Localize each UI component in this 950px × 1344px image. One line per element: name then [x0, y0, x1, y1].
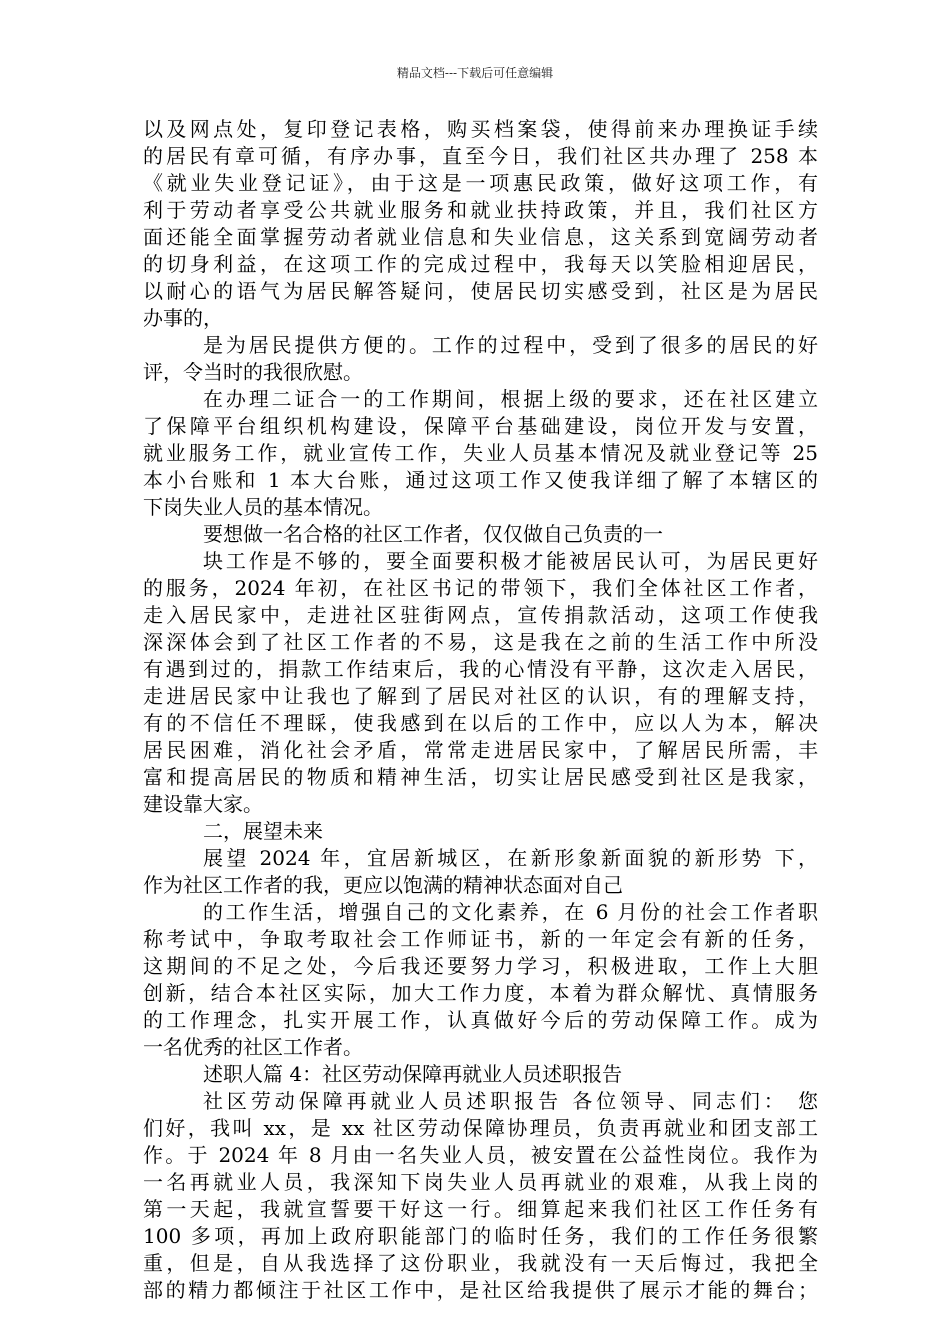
- document-body: [143, 116, 818, 1304]
- text-line: 走进居民家中让我也了解到了居民对社区的认识，有的理解支持，: [143, 684, 818, 708]
- text-line: 块工作是不够的，要全面要积极才能被居民认可，为居民更好: [203, 549, 818, 573]
- text-line: 就业服务工作，就业宣传工作，失业人员基本情况及就业登记等 25: [143, 441, 818, 465]
- text-line: 称考试中，争取考取社会工作师证书，新的一年定会有新的任务，: [143, 927, 818, 951]
- text-line: 以及网点处，复印登记表格，购买档案袋，使得前来办理换证手续: [143, 117, 818, 141]
- text-line: 深深体会到了社区工作者的不易，这是我在之前的生活工作中所没: [143, 630, 818, 654]
- text-line: 作为社区工作者的我，更应以饱满的精神状态面对自己: [143, 873, 623, 897]
- text-line: 们好，我叫 xx，是 xx 社区劳动保障协理员，负责再就业和团支部工: [143, 1116, 818, 1140]
- text-line: 的工作理念，扎实开展工作，认真做好今后的劳动保障工作。成为: [143, 1008, 818, 1032]
- text-line: 居民困难，消化社会矛盾，常常走进居民家中，了解居民所需，丰: [143, 738, 818, 762]
- text-line: 一名优秀的社区工作者。: [143, 1035, 363, 1059]
- text-line: 第一天起，我就宣誓要干好这一行。细算起来我们社区工作任务有: [143, 1197, 818, 1221]
- text-line: 下岗失业人员的基本情况。: [143, 495, 383, 519]
- text-line: 在办理二证合一的工作期间，根据上级的要求，还在社区建立: [203, 387, 818, 411]
- text-line: 有遇到过的，捐款工作结束后，我的心情没有平静，这次走入居民，: [143, 657, 818, 681]
- text-line: 的居民有章可循，有序办事，直至今日，我们社区共办理了 258 本: [143, 144, 818, 168]
- text-line: 的服务，2024 年初，在社区书记的带领下，我们全体社区工作者，: [143, 576, 818, 600]
- text-line: 建设靠大家。: [143, 792, 263, 816]
- text-line: 100 多项，再加上政府职能部门的临时任务，我们的工作任务很繁: [143, 1224, 818, 1248]
- text-line: 面还能全面掌握劳动者就业信息和失业信息，这关系到宽阔劳动者: [143, 225, 818, 249]
- text-line: 了保障平台组织机构建设，保障平台基础建设，岗位开发与安置，: [143, 414, 818, 438]
- text-line: 社区劳动保障再就业人员述职报告 各位领导、同志们： 您: [203, 1089, 818, 1113]
- text-line: 办事的，: [143, 306, 223, 330]
- text-line: 述职人篇 4：社区劳动保障再就业人员述职报告: [203, 1062, 623, 1086]
- text-line: 有的不信任不理睬，使我感到在以后的工作中，应以人为本，解决: [143, 711, 818, 735]
- page-header: 精品文档---下载后可任意编辑: [396, 66, 554, 80]
- text-line: 走入居民家中，走进社区驻街网点，宣传捐款活动，这项工作使我: [143, 603, 818, 627]
- text-line: 利于劳动者享受公共就业服务和就业扶持政策，并且，我们社区方: [143, 198, 818, 222]
- text-line: 这期间的不足之处，今后我还要努力学习，积极进取，工作上大胆: [143, 954, 818, 978]
- text-line: 一名再就业人员，我深知下岗失业人员再就业的艰难，从我上岗的: [143, 1170, 818, 1194]
- text-line: 创新，结合本社区实际，加大工作力度，本着为群众解忧、真情服务: [143, 981, 818, 1005]
- text-line: 《就业失业登记证》，由于这是一项惠民政策，做好这项工作，有: [143, 171, 818, 195]
- text-line: 本小台账和 1 本大台账，通过这项工作又使我详细了解了本辖区的: [143, 468, 818, 492]
- text-line: 富和提高居民的物质和精神生活，切实让居民感受到社区是我家，: [143, 765, 818, 789]
- text-line: 二，展望未来: [203, 819, 323, 843]
- text-line: 以耐心的语气为居民解答疑问，使居民切实感受到，社区是为居民: [143, 279, 818, 303]
- text-line: 的切身利益，在这项工作的完成过程中，我每天以笑脸相迎居民，: [143, 252, 818, 276]
- text-line: 评，令当时的我很欣慰。: [143, 360, 363, 384]
- text-line: 展望 2024 年，宜居新城区，在新形象新面貌的新形势 下，: [203, 846, 818, 870]
- text-line: 作。于 2024 年 8 月由一名失业人员，被安置在公益性岗位。我作为: [143, 1143, 818, 1167]
- text-line: 是为居民提供方便的。工作的过程中，受到了很多的居民的好: [203, 333, 818, 357]
- text-line: 部的精力都倾注于社区工作中，是社区给我提供了展示才能的舞台；: [143, 1278, 818, 1302]
- text-line: 重，但是，自从我选择了这份职业，我就没有一天后悔过，我把全: [143, 1251, 818, 1275]
- text-line: 的工作生活，增强自己的文化素养，在 6 月份的社会工作者职: [203, 900, 818, 924]
- text-line: 要想做一名合格的社区工作者，仅仅做自己负责的一: [203, 522, 663, 546]
